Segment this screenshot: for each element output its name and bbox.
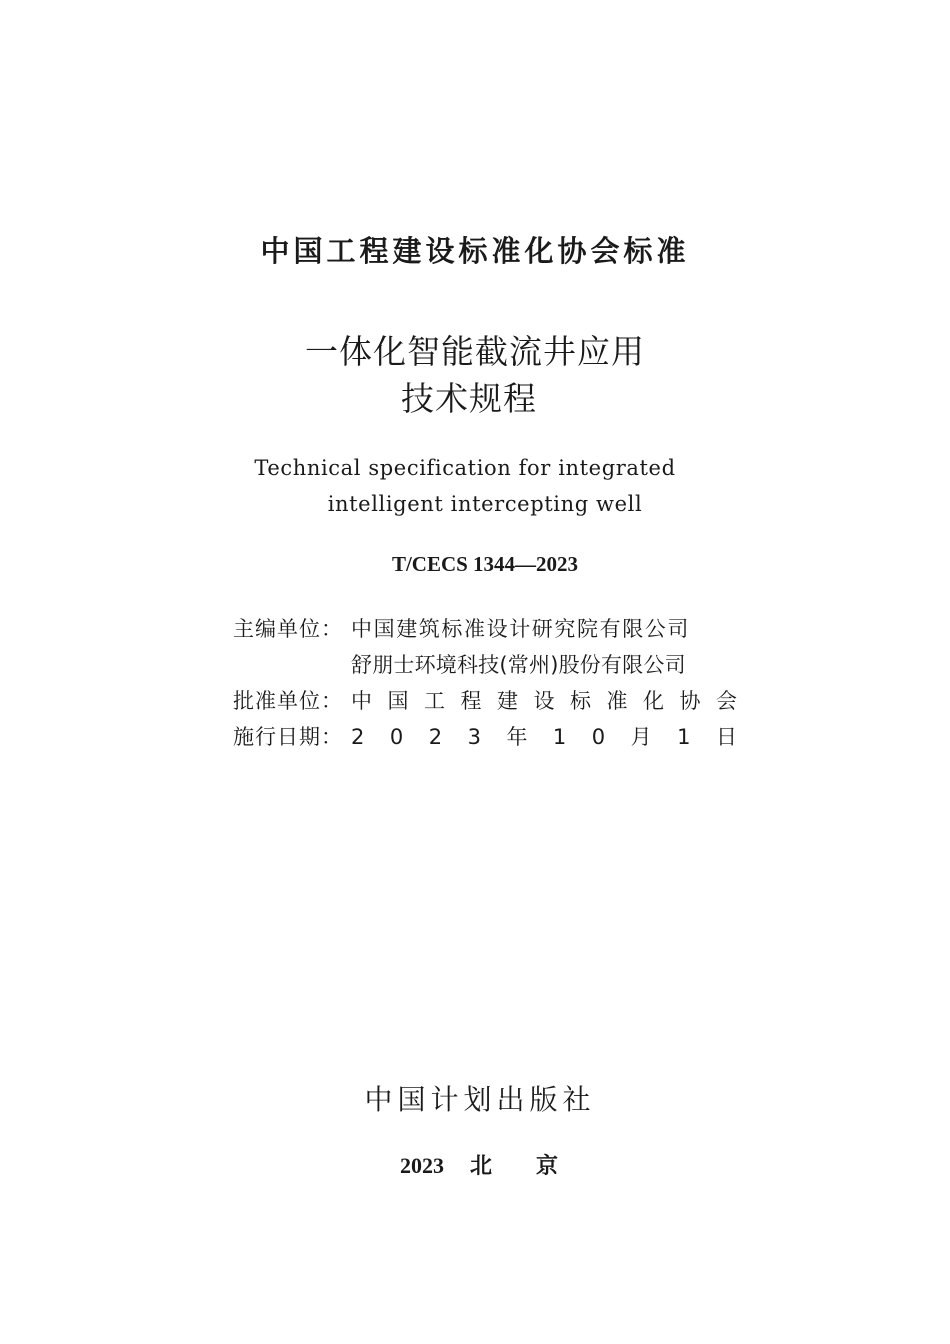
approval-char: 标: [570, 689, 591, 713]
effective-date-char: 1: [552, 725, 567, 749]
approval-char: 国: [387, 689, 409, 713]
title-cn-line2: 技术规程: [401, 379, 537, 418]
effective-date: [351, 719, 737, 755]
publisher: 中国计划出版社: [364, 1083, 596, 1116]
chief-editor-row: [233, 611, 737, 647]
approval-char: 程: [460, 689, 482, 713]
effective-date-char: 2: [428, 725, 443, 749]
effective-date-char: 2: [351, 725, 365, 749]
effective-date-char: 年: [506, 725, 528, 749]
approval-char: 协: [679, 689, 701, 713]
title-en-line1: Technical specification for integrated: [254, 456, 676, 480]
approval-char: 中: [351, 689, 372, 713]
effective-date-char: 3: [467, 725, 481, 749]
meta-block: [233, 611, 737, 755]
imprint-city-2: 京: [536, 1153, 559, 1178]
chief-editor-1: 中国建筑标准设计研究院有限公司: [351, 617, 690, 641]
effective-date-char: 0: [591, 725, 606, 749]
approval-label: 批准单位：: [233, 689, 343, 713]
effective-date-char: 日: [715, 725, 737, 749]
chief-editor-row-2: [233, 647, 737, 683]
effective-label: 施行日期：: [233, 725, 343, 749]
imprint: [4, 1150, 950, 1182]
series-title: 中国工程建设标准化协会标准: [260, 234, 690, 268]
effective-date-char: 0: [389, 725, 404, 749]
approval-char: 准: [606, 689, 628, 713]
effective-date-char: 1: [677, 725, 691, 749]
chief-editor-2: 舒朋士环境科技(常州)股份有限公司: [351, 653, 686, 677]
approval-char: 会: [716, 689, 737, 713]
approval-char: 设: [533, 689, 555, 713]
approval-char: 工: [424, 689, 445, 713]
approval-value: [351, 683, 737, 719]
approval-char: 建: [497, 689, 518, 713]
effective-date-char: 月: [630, 725, 652, 749]
approval-char: 化: [643, 689, 664, 713]
title-en-line2: intelligent intercepting well: [327, 492, 643, 516]
effective-row: [233, 719, 737, 755]
title-cn-line1: 一体化智能截流井应用: [305, 332, 645, 371]
approval-row: [233, 683, 737, 719]
standard-code: T/CECS 1344—2023: [391, 552, 579, 576]
imprint-year: 2023: [399, 1153, 444, 1178]
imprint-city-1: 北: [469, 1153, 492, 1178]
chief-editor-label: 主编单位：: [233, 617, 343, 641]
